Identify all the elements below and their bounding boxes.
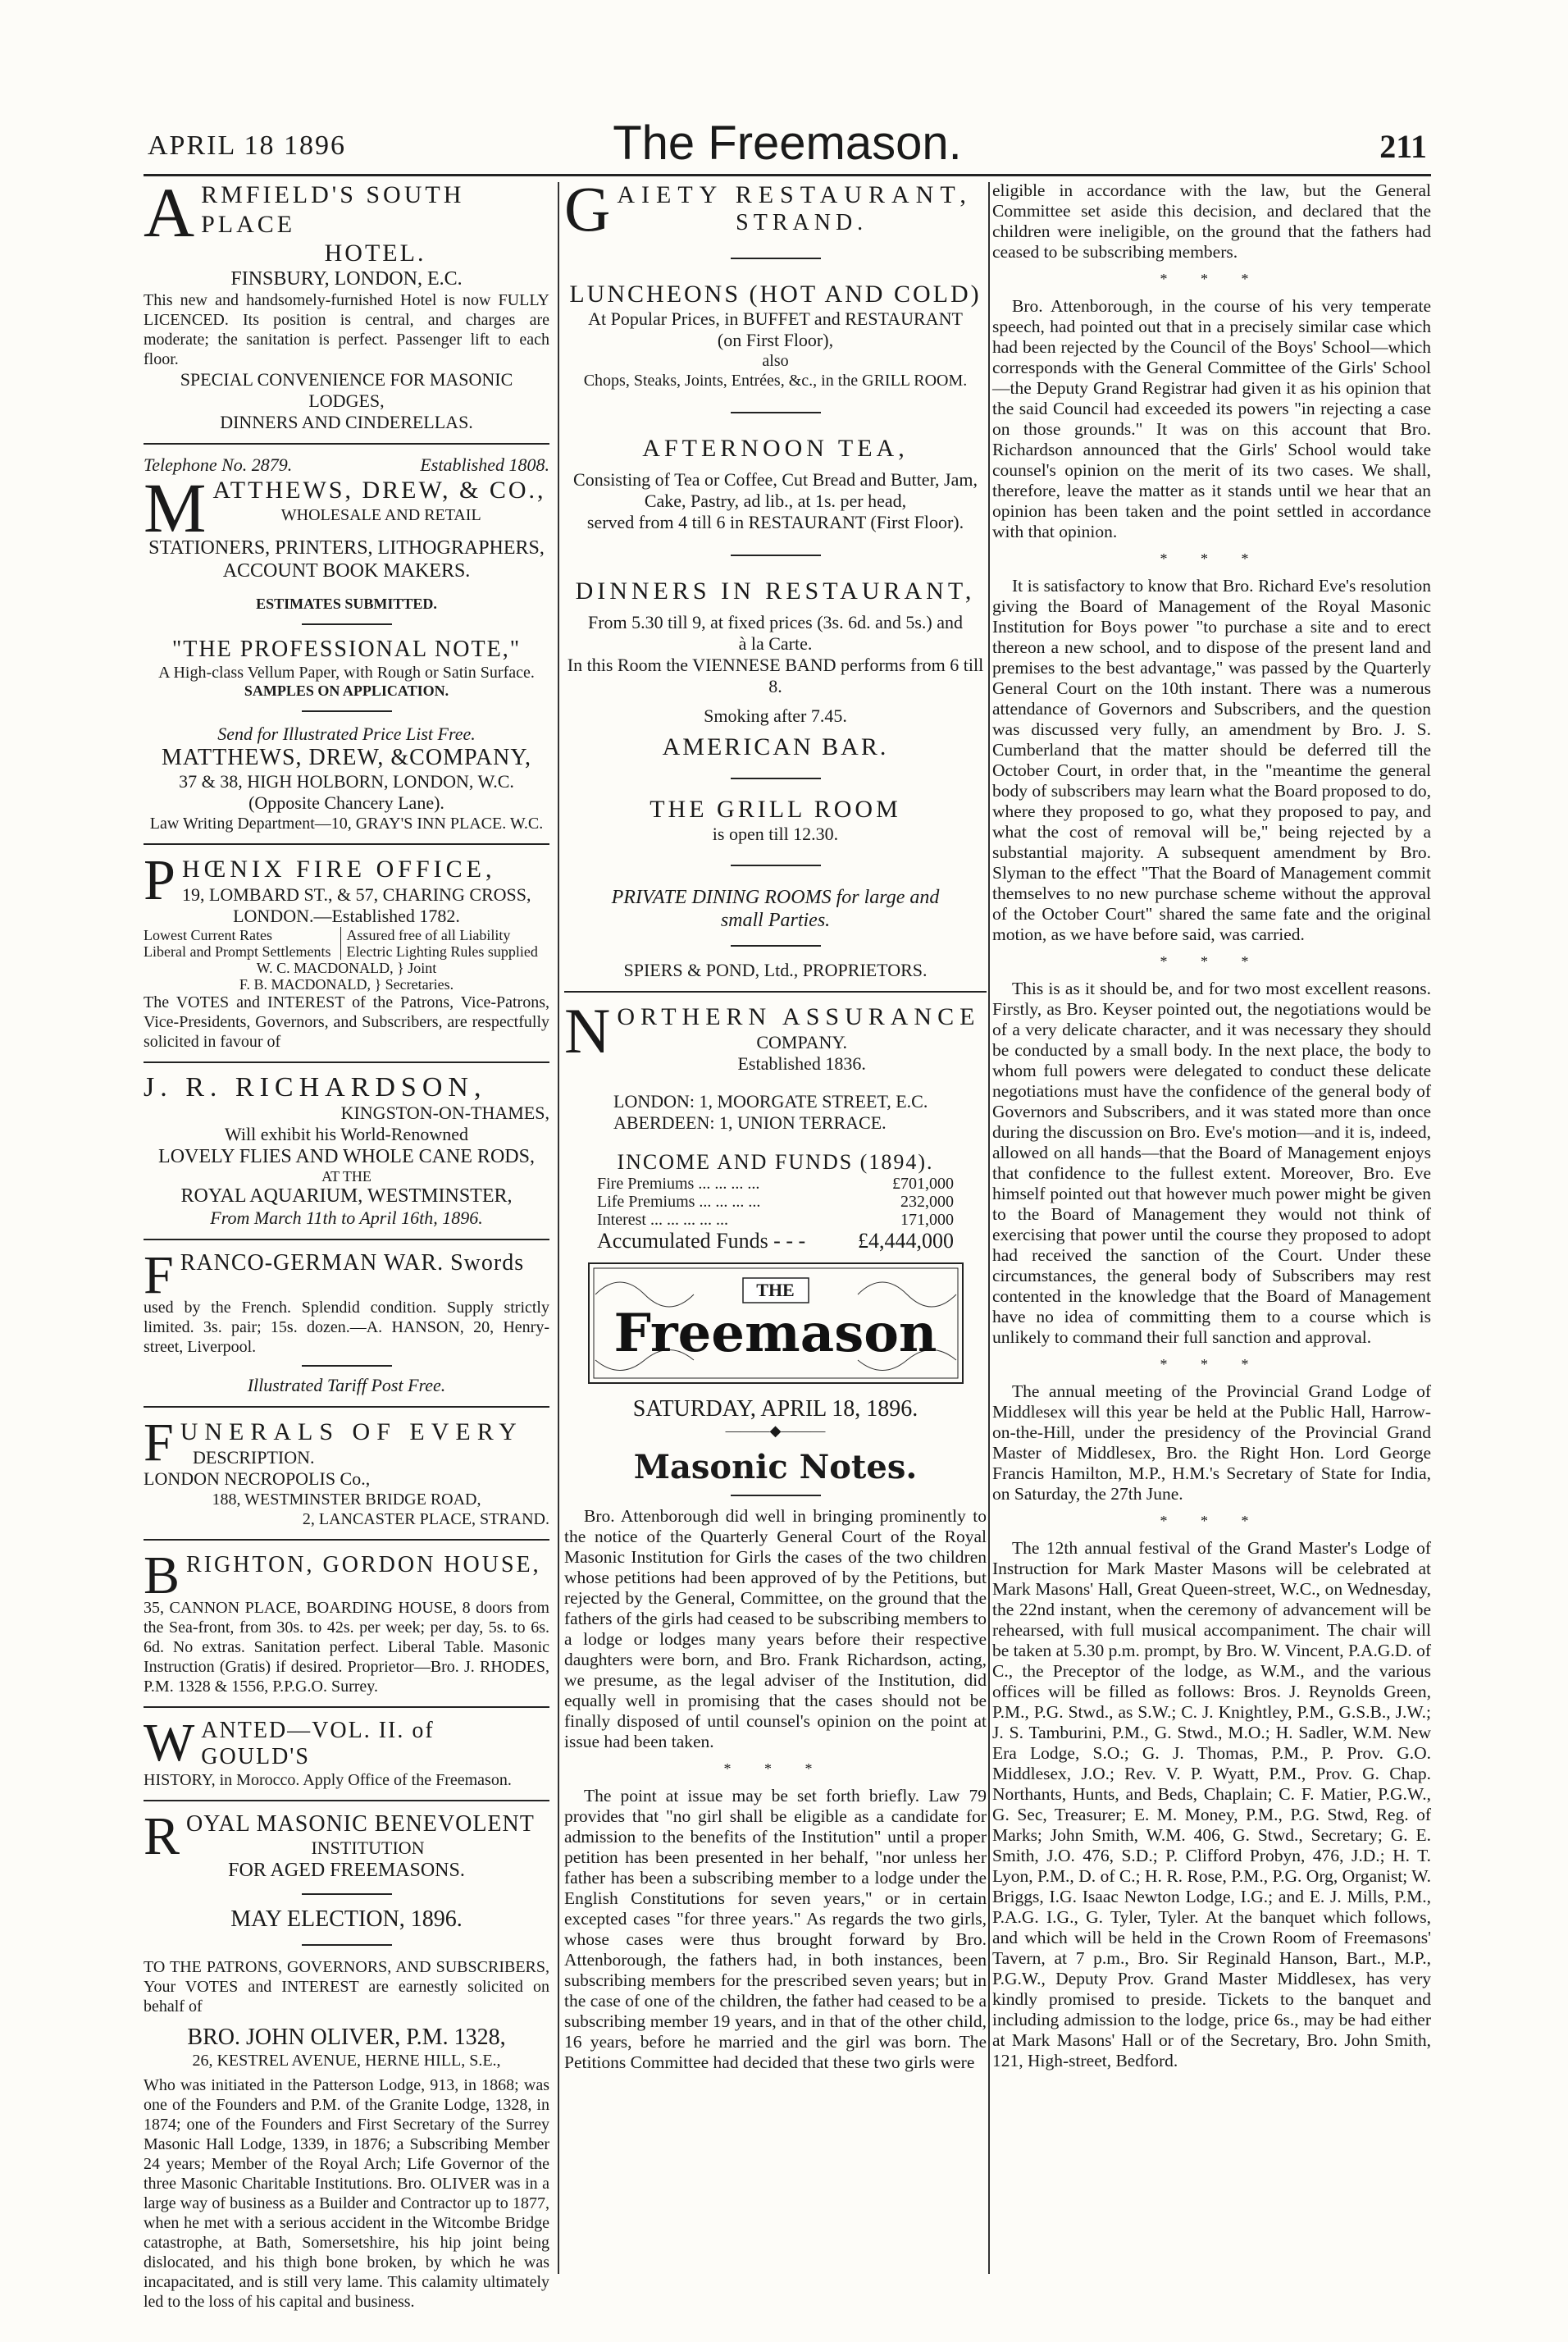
ad-line: is open till 12.30. (712, 824, 839, 844)
ad-body: TO THE PATRONS, GOVERNORS, AND SUBSCRIBERS, Your VOTES and INTEREST are earnestly solicited on behalf of (144, 1958, 549, 2016)
table-row (597, 1193, 954, 1211)
ad-title: ORTHERN ASSURANCE (617, 1003, 981, 1030)
column-divider-1 (558, 182, 559, 2274)
freemason-masthead-logo (587, 1262, 964, 1385)
paragraph: The 12th annual festival of the Grand Master's Lodge of Instruction for Mark Master Masons will be celebrated at Mark Masons' Hall, Great Queen-street, W.C., on Wednesday, the 22nd instant, when the ceremony of advancement will be rehearsed, with full musical accompaniment. The chair will be taken at 5.30 p.m. prompt, by Bro. W. Vincent, P.A.G.D. of C., the Preceptor of the lodge, as W.M., and the various offices will be filled as follows: Bros. J. Reynolds Green, P.M., P.G. Stwd., as S.W.; C. J. Knightley, P.M., G.S.B., J.W.; J. S. Tamburini, P.M., G. Stwd., M.O.; H. Sadler, W.M. New Era Lodge, S.O.; G. J. Thomas, P.M., P. Prov. G.O. Middlesex, J.O.; Rev. V. P. Wyatt, P.M., Prov. G. Chap. Northants, Hunts, and Beds, Chaplain; C. F. Matier, P.G.W., G. Sec, Treasurer; E. M. Money, P.M., P.G. Stwd, Reg. of Marks; John Smith, W.M. 406, G. Stwd., Secretary; G. E. Smith, J.O. 476, S.D.; P. Clifford Probyn, 476, J.D.; H. T. Lyon, P.M., D. of C.; H. R. Rose, P.M., P.G. Org, Organist; W. Briggs, I.G. Isaac Newton Lodge, I.G.; and E. J. Mills, P.M., P.A.G. I.G., G. Tyler, Tyler. At the banquet which follows, and which will be held in the Crown Room of Freemasons' Tavern, at 7 p.m., Bro. Sir Reginald Hanson, Bart., M.P., P.G.W., Deputy Prov. Grand Master Middlesex, has very kindly promised to preside. Tickets to the banquet and including admission to the lodge, price 6s., may be had either at Mark Masons' Hall or of the Secretary, Bro. John Smith, 121, High-street, Bedford. (992, 1538, 1431, 2070)
ad-line: F. B. MACDONALD, } Secretaries. (239, 976, 454, 993)
ad-body: used by the French. Splendid condition. Supply strictly limited. 3s. pair; 15s. dozen.—A. HANSON, 20, Henry-street, Liverpool. (144, 1299, 549, 1356)
ad-body: Who was initiated in the Patterson Lodge, 913, in 1868; was one of the Founders and P.M. of the Granite Lodge, 1328, in 1874; one of the Founders and First Secretary of the Surrey Masonic Hall Lodge, 1339, in 1876; a Subscribing Member 24 years; Member of the Royal Arch; Life Governor of the three Masonic Charitable Institutions. Bro. OLIVER was in a large way of business as a Builder and Contractor up to 1877, when he met with a serious accident in the Witcombe Bridge catastrophe, at Bath, Somersetshire, his hip joint being dislocated, and his thigh bone broken, by which he was incapacitated, and is still very lame. This calamity ultimately led to the loss of his capital and business. (144, 2076, 549, 2311)
ad-body: HISTORY, in Morocco. Apply Office of the Freemason. (144, 1771, 512, 1789)
column-right-article (992, 180, 1431, 2071)
table-row (597, 1211, 954, 1229)
telephone-number: Telephone No. 2879. (144, 454, 293, 475)
ad-body: The VOTES and INTEREST of the Patrons, Vice-Patrons, Vice-Presidents, Governors, and Subscribers, are respectfully solicited in favour of (144, 993, 549, 1051)
ad-title: RIGHTON, GORDON HOUSE, (186, 1552, 541, 1577)
ad-line: à la Carte. (738, 633, 813, 654)
ad-title: OYAL MASONIC BENEVOLENT (186, 1811, 535, 1837)
paragraph: Bro. Attenborough, in the course of his very temperate speech, had pointed out that in a precisely similar case which had been rejected by the Council of the Boys' School—which corresponds with the General Committee of the Girls' School—the Deputy Grand Registrar had given it as his opinion that the said Council had exceeded its powers "in rejecting a case on those grounds." It was on this account that Bro. Richardson announced that the Girls' School would take counsel's opinion on the merit of its two cases. We shall, therefore, leave the matter as it stands until we hear that an opinion has been taken and the point settled in accordance with that opinion. (992, 296, 1431, 541)
ad-funerals (144, 1418, 549, 1529)
ad-line: Liberal and Prompt Settlements (144, 943, 331, 960)
ad-line: In this Room the VIENNESE BAND performs from 6 till 8. (567, 655, 984, 696)
section-break: * * * (723, 1760, 827, 1777)
ad-line: AT THE (321, 1168, 371, 1185)
paragraph: Bro. Attenborough did well in bringing prominently to the notice of the Quarterly General Court of the Royal Masonic Institution for Girls the cases of the two children whose petitions had been approved of by the Petitions, but rejected by the General, Committee, on the ground that the fathers of the girls had ceased to be subscribing members to a lodge or lodges many years before their respective daughters were born, and Bro. Frank Richardson, acting, we presume, as the legal adviser of the Institution, did equally well in promising that the cases should not be finally disposed of until counsel's opinion on the point at issue had been taken. (564, 1506, 987, 1751)
ad-title: UNERALS OF EVERY (180, 1418, 523, 1445)
ad-line: Assured free of all Liability (346, 927, 511, 943)
ad-line: LONDON.—Established 1782. (233, 906, 460, 926)
ad-line: At Popular Prices, in BUFFET and RESTAURANT (588, 308, 963, 329)
ad-line: Cake, Pastry, ad lib., at 1s. per head, (644, 491, 907, 511)
column-divider-2 (988, 182, 990, 2274)
ad-line: MATTHEWS, DREW, &COMPANY, (161, 745, 532, 770)
candidate-name: BRO. JOHN OLIVER, P.M. 1328, (187, 2025, 506, 2050)
ad-line: Established 1836. (737, 1053, 866, 1074)
page-number: 211 (1379, 128, 1427, 165)
ad-line: From 5.30 till 9, at fixed prices (3s. 6d. and 5s.) and (587, 612, 964, 632)
ad-northern-assurance (564, 1002, 987, 1253)
ad-line: STRAND. (736, 210, 868, 235)
divider-ornament: ———◆——— (725, 1422, 826, 1439)
ad-line: LONDON: 1, MOORGATE STREET, E.C. (613, 1091, 928, 1112)
ad-body: This new and handsomely-furnished Hotel is now FULLY LICENCED. Its position is central, and charges are moderate; the sanitation is perfect. Passenger lift to each floor. (144, 291, 549, 368)
table-row (597, 1175, 954, 1193)
row-value: £701,000 (892, 1175, 954, 1193)
paragraph: The point at issue may be set forth briefly. Law 79 provides that "no girl shall be eligible as a candidate for admission to the benefits of the Institution" until a proper petition has been presented in her behalf, "nor unless her father has been a subscribing member to a lodge under the English Constitutions for seven years," or in certain excepted cases "for three years." As regards the two girls, whose cases were thus brought forward by Bro. Attenborough, the fathers had, in both instances, been subscribing members for the prescribed seven years; but in the case of one of the children, the father had ceased to be a subscribing member 19 years, and in that of the other child, 16 years, before he married and the girl was born. The Petitions Committee had decided that these two girls were (564, 1786, 987, 2072)
ad-subtitle: HOTEL. (324, 240, 426, 267)
row-label: Accumulated Funds - - - (597, 1229, 806, 1253)
product-title: "THE PROFESSIONAL NOTE," (171, 637, 522, 662)
ad-line: (Opposite Chancery Lane). (248, 792, 444, 813)
ad-line: KINGSTON-ON-THAMES, (340, 1103, 549, 1123)
ad-brighton (144, 1550, 549, 1696)
ad-body: 35, CANNON PLACE, BOARDING HOUSE, 8 doors from the Sea-front, from 30s. to 42s. per week; per day, 5s. to 6s. 6d. No extras. Sanitation perfect. Liberal Table. Masonic Instruction (Gratis) if desired. Proprietor—Bro. J. RHODES, P.M. 1328 & 1556, P.P.G.O. Surrey. (144, 1599, 549, 1696)
drop-cap: N (564, 1002, 611, 1066)
ad-line: 2, LANCASTER PLACE, STRAND. (302, 1510, 549, 1528)
ad-line: Smoking after 7.45. (704, 705, 847, 726)
ad-line: DINNERS AND CINDERELLAS. (220, 412, 473, 432)
ad-heading: THE GRILL ROOM (650, 796, 901, 823)
ad-heading: INCOME AND FUNDS (1894). (617, 1150, 934, 1174)
drop-cap: A (144, 180, 195, 252)
row-label: Fire Premiums ... ... ... ... (597, 1175, 760, 1193)
ad-title: J. R. RICHARDSON, (144, 1072, 487, 1103)
drop-cap: F (144, 1418, 174, 1468)
ad-heading: DINNERS IN RESTAURANT, (575, 578, 976, 605)
row-label: Interest ... ... ... ... ... (597, 1211, 728, 1229)
ad-title: AIETY RESTAURANT, (617, 181, 973, 208)
table-row-total (597, 1229, 954, 1253)
ad-line: FOR AGED FREEMASONS. (228, 1860, 465, 1881)
paragraph: The annual meeting of the Provincial Grand Lodge of Middlesex will this year be held at the Public Hall, Harrow-on-the-Hill, under the presidency of the Provincial Grand Master of Middlesex, Bro. the Right Hon. Lord George Francis Hamilton, M.P., H.M.'s Secretary of State for India, on Saturday, the 27th June. (992, 1381, 1431, 1504)
ad-line: W. C. MACDONALD, } Joint (256, 960, 437, 976)
ad-line: LOVELY FLIES AND WHOLE CANE RODS, (158, 1146, 535, 1167)
ad-line: 37 & 38, HIGH HOLBORN, LONDON, W.C. (179, 771, 514, 792)
ad-line: WHOLESALE AND RETAIL (280, 506, 481, 524)
ad-line: COMPANY. (756, 1032, 847, 1052)
ad-franco-german (144, 1250, 549, 1396)
ad-line: Electric Lighting Rules supplied (346, 943, 538, 960)
ad-line: also (762, 352, 789, 370)
row-value: 232,000 (900, 1193, 954, 1211)
section-title: Masonic Notes. (633, 1448, 918, 1486)
section-break: * * * (1160, 1356, 1264, 1372)
ad-address: FINSBURY, LONDON, E.C. (230, 268, 463, 290)
ad-line: Send for Illustrated Price List Free. (217, 724, 476, 744)
logo-word: Freemason (613, 1303, 937, 1364)
logo-small-word: THE (756, 1280, 795, 1300)
section-break: * * * (1160, 271, 1264, 287)
ad-line: MAY ELECTION, 1896. (230, 1906, 463, 1932)
drop-cap: R (144, 1811, 180, 1859)
established-year: Established 1808. (420, 454, 549, 475)
ad-title: RMFIELD'S SOUTH PLACE (201, 181, 465, 238)
drop-cap: G (564, 180, 611, 236)
ad-title: ANTED—VOL. II. of GOULD'S (201, 1718, 435, 1769)
issue-date-line: SATURDAY, APRIL 18, 1896. (632, 1396, 918, 1422)
ad-line: 26, KESTREL AVENUE, HERNE HILL, S.E., (192, 2052, 501, 2070)
funds-table (564, 1175, 987, 1253)
ad-title: HŒNIX FIRE OFFICE, (181, 856, 496, 883)
ad-title: ATTHEWS, DREW, & CO., (212, 477, 546, 504)
page-header (148, 116, 1427, 170)
ad-line: 19, LOMBARD ST., & 57, CHARING CROSS, (181, 884, 531, 905)
row-label: Life Premiums ... ... ... ... (597, 1193, 761, 1211)
ad-line: served from 4 till 6 in RESTAURANT (First Floor). (586, 512, 964, 532)
ad-wanted (144, 1718, 549, 1790)
ad-heading: LUNCHEONS (HOT AND COLD) (569, 281, 982, 308)
header-rule (144, 174, 1431, 176)
ad-line: SPIERS & POND, Ltd., PROPRIETORS. (623, 960, 928, 980)
ad-line: A High-class Vellum Paper, with Rough or Satin Surface. (158, 664, 535, 682)
ad-line: INSTITUTION (311, 1838, 425, 1858)
masthead-title: The Freemason. (613, 116, 962, 170)
ad-line: Law Writing Department—10, GRAY'S INN PLACE. W.C. (149, 815, 544, 833)
ad-phoenix-fire (144, 855, 549, 1052)
ad-line: Lowest Current Rates (144, 927, 272, 943)
ad-line: DESCRIPTION. (193, 1447, 315, 1468)
ad-line: 188, WESTMINSTER BRIDGE ROAD, (212, 1491, 481, 1509)
ad-line: SAMPLES ON APPLICATION. (244, 683, 449, 699)
ad-richardson (144, 1073, 549, 1229)
ad-heading: AMERICAN BAR. (662, 733, 889, 760)
ad-line: Chops, Steaks, Joints, Entrées, &c., in the GRILL ROOM. (583, 372, 968, 390)
ad-gaiety-restaurant (564, 180, 987, 981)
ad-line: Illustrated Tariff Post Free. (247, 1375, 446, 1395)
drop-cap: W (144, 1718, 195, 1773)
ad-line: ACCOUNT BOOK MAKERS. (222, 560, 471, 582)
ad-line: PRIVATE DINING ROOMS for large and (611, 887, 940, 908)
ad-line: STATIONERS, PRINTERS, LITHOGRAPHERS, (148, 537, 545, 559)
drop-cap: M (144, 476, 207, 536)
ad-line: ESTIMATES SUBMITTED. (256, 596, 437, 612)
ad-line: (on First Floor), (717, 330, 834, 350)
ad-line: ROYAL AQUARIUM, WESTMINSTER, (180, 1185, 513, 1207)
ad-line: small Parties. (720, 910, 831, 931)
paragraph: It is satisfactory to know that Bro. Richard Eve's resolution giving the Board of Management of the Royal Masonic Institution for Boys power "to purchase a site and to erect thereon a new school, and to dispose of the present land and premises to the best advantage," was passed by the Quarterly General Court on the 10th instant. There was a numerous attendance of Governors and Subscribers, and the question was discussed very fully, an amendment by Bro. J. S. Cumberland that the matter should be deferred till the October Court, in order that, in the "meantime the general body of subscribers may learn what the Board proposed to do, where they proposed to go, what they proposed to pay, and what the cost of removal will be," being rejected by a substantial majority. A subsequent amendment by Bro. Slyman to the effect "That the Board of Management commit themselves to no new purchase scheme without the approval of the October Court" shared the same fate and the original motion, as we have before said, was carried. (992, 576, 1431, 944)
paragraph: eligible in accordance with the law, but the General Committee set aside this decision, and declared that the children were ineligible, on the ground that the fathers had ceased to be subscribing members. (992, 180, 1431, 262)
ad-matthews-drew (144, 454, 549, 833)
ad-line: Consisting of Tea or Coffee, Cut Bread and Butter, Jam, (573, 469, 978, 490)
column-left-ads (144, 180, 549, 2312)
ad-line: ABERDEEN: 1, UNION TERRACE. (613, 1112, 887, 1133)
ad-title: RANCO-GERMAN WAR. Swords (180, 1250, 525, 1276)
column-middle (564, 180, 987, 2073)
drop-cap: B (144, 1550, 180, 1598)
article-body (564, 1506, 987, 2073)
section-break: * * * (1160, 1513, 1264, 1529)
ad-line: From March 11th to April 16th, 1896. (210, 1208, 483, 1228)
row-value: 171,000 (900, 1211, 954, 1229)
ad-heading: AFTERNOON TEA, (642, 435, 909, 462)
issue-date: APRIL 18 1896 (148, 130, 346, 161)
ad-line: Will exhibit his World-Renowned (225, 1124, 468, 1144)
section-break: * * * (1160, 550, 1264, 567)
section-break: * * * (1160, 953, 1264, 970)
drop-cap: P (144, 855, 175, 906)
ad-armfield-hotel (144, 180, 549, 433)
row-value: £4,444,000 (858, 1229, 954, 1253)
ad-line: LONDON NECROPOLIS Co., (144, 1468, 371, 1489)
ad-royal-masonic-benevolent (144, 1811, 549, 2312)
paragraph: This is as it should be, and for two most excellent reasons. Firstly, as Bro. Keyser pointed out, the negotiations would be of a very delicate character, and it was necessary they should be conducted by a small body. In the next place, the body to whom full powers were delegated to conduct these delicate negotiations must have the confidence of the general body of Governors and Subscribers, and it was stated more than once during the discussion on Bro. Eve's motion—and it is, indeed, allowed on all hands—that the Board of Management enjoys that confidence to the fullest extent. Moreover, Bro. Eve himself pointed out that however much power might be given to the Board of Management they would not think of exercising that power until the course they proposed to adopt had received the sanction of the Court. Under these circumstances, the general body of Subscribers may rest contented in the knowledge that the Board of Management have no idea of committing them to a course which is unlikely to command their full sanction and approval. (992, 979, 1431, 1347)
ad-line: SPECIAL CONVENIENCE FOR MASONIC LODGES, (180, 369, 513, 411)
drop-cap: F (144, 1250, 174, 1298)
